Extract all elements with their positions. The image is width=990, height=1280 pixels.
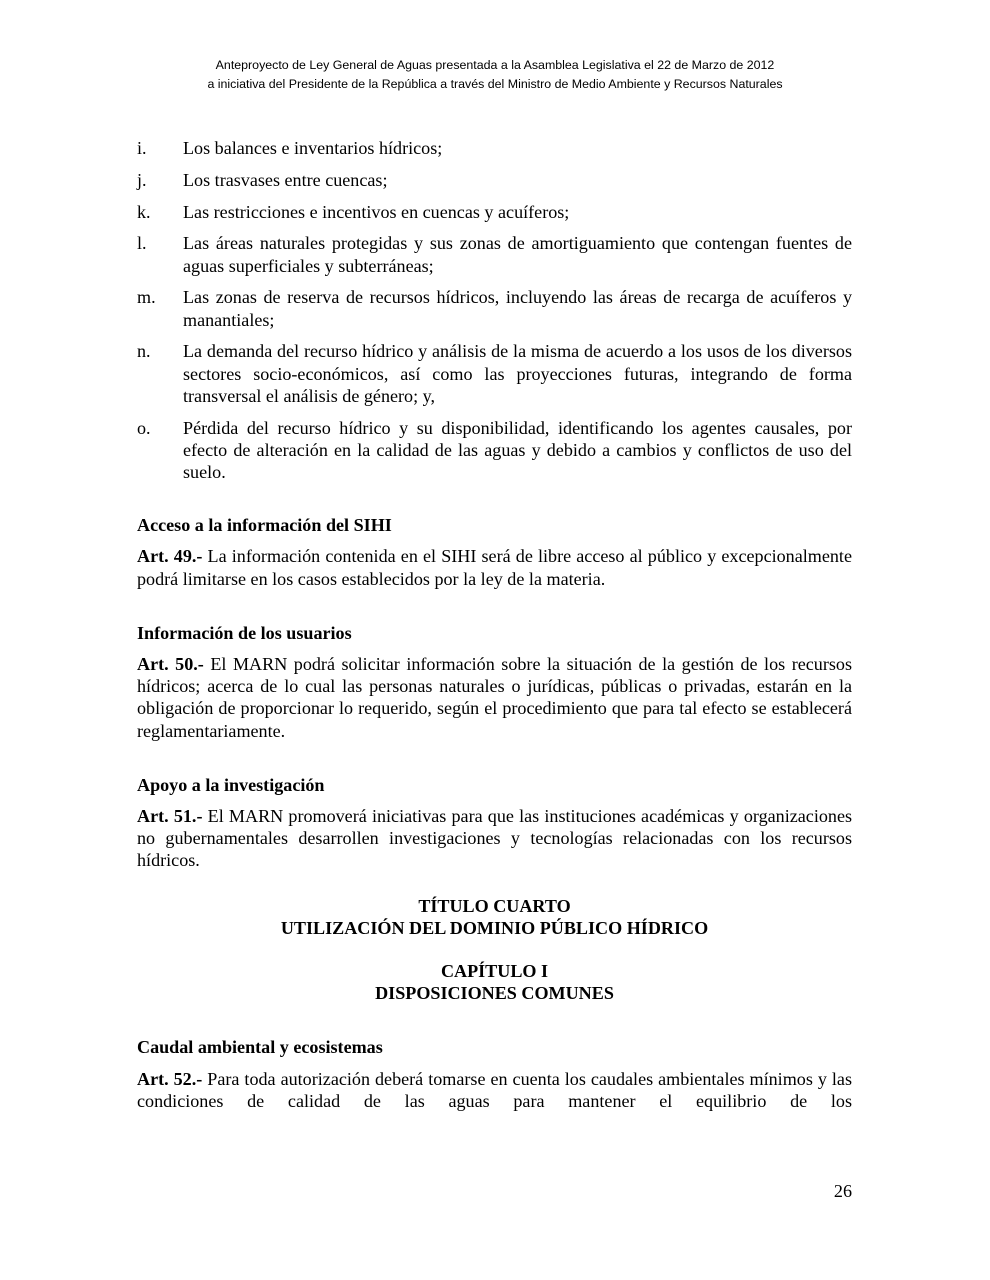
article-50-label: Art. 50.- <box>137 654 204 675</box>
article-52-paragraph <box>137 1068 852 1112</box>
header-line-2: a iniciativa del Presidente de la República a través del Ministro de Medio Ambiente y Recursos Naturales <box>207 77 783 91</box>
title-name: UTILIZACIÓN DEL DOMINIO PÚBLICO HÍDRICO <box>280 917 709 938</box>
list-item <box>137 232 852 276</box>
article-49 <box>137 514 852 590</box>
list-text: Pérdida del recurso hídrico y su disponibilidad, identificando los agentes causales, por efecto de alteración en la calidad de las aguas y debido a cambios y conflictos de uso del suelo. <box>183 417 852 482</box>
list-letter: l. <box>137 233 147 254</box>
header-line-1: Anteproyecto de Ley General de Aguas presentada a la Asamblea Legislativa el 22 de Marzo de 2012 <box>215 58 775 72</box>
article-49-paragraph <box>137 545 852 589</box>
list-text: Las restricciones e incentivos en cuencas y acuíferos; <box>183 201 570 222</box>
list-item <box>137 137 852 159</box>
list-item <box>137 169 852 191</box>
list-item <box>137 201 852 223</box>
list-letter: j. <box>137 169 147 190</box>
article-49-label: Art. 49.- <box>137 546 203 567</box>
article-52-heading: Caudal ambiental y ecosistemas <box>137 1037 383 1058</box>
chapter-name: DISPOSICIONES COMUNES <box>375 983 614 1004</box>
article-52 <box>137 1036 852 1112</box>
list-letter: i. <box>137 138 147 158</box>
article-50-paragraph <box>137 653 852 742</box>
list-text: La demanda del recurso hídrico y análisis de la misma de acuerdo a los usos de los diversos sectores socio-económicos, así como las proyecciones futuras, integrando de forma transversal el análisis de género; y, <box>183 341 852 406</box>
article-51-paragraph <box>137 805 852 872</box>
chapter-number: CAPÍTULO I <box>440 961 549 982</box>
article-51 <box>137 774 852 872</box>
list-item <box>137 417 852 484</box>
title-block <box>137 895 852 939</box>
list-text: Los balances e inventarios hídricos; <box>183 138 443 158</box>
article-49-heading: Acceso a la información del SIHI <box>137 515 392 536</box>
title-number: TÍTULO CUARTO <box>418 895 571 916</box>
enumerated-list <box>137 137 852 483</box>
list-letter: m. <box>137 287 156 308</box>
list-text: Los trasvases entre cuencas; <box>183 169 388 190</box>
page-number: 26 <box>833 1181 852 1201</box>
article-52-label: Art. 52.- <box>137 1068 203 1089</box>
list-item <box>137 286 852 330</box>
article-51-label: Art. 51.- <box>137 806 203 827</box>
article-50 <box>137 622 852 742</box>
article-49-text: La información contenida en el SIHI será de libre acceso al público y excepcionalmente podrá limitarse en los casos establecidos por la ley de la materia. <box>137 546 852 589</box>
article-51-heading: Apoyo a la investigación <box>137 774 325 795</box>
chapter-block <box>137 960 852 1004</box>
page-header <box>0 56 990 94</box>
list-text: Las zonas de reserva de recursos hídricos, incluyendo las áreas de recarga de acuíferos y manantiales; <box>183 287 852 330</box>
list-letter: o. <box>137 417 151 438</box>
list-letter: k. <box>137 201 151 222</box>
article-50-text: El MARN podrá solicitar información sobre la situación de la gestión de los recursos hídricos; acerca de lo cual las personas naturales o jurídicas, públicas o privadas, estarán en la obligación de proporcionar lo requerido, según el procedimiento que para tal efecto se establecerá reglamentariamente. <box>137 654 852 741</box>
article-50-heading: Información de los usuarios <box>137 622 352 643</box>
list-text: Las áreas naturales protegidas y sus zonas de amortiguamiento que contengan fuentes de aguas superficiales y subterráneas; <box>183 233 852 276</box>
article-51-text: El MARN promoverá iniciativas para que las instituciones académicas y organizaciones no gubernamentales desarrollen investigaciones y tecnologías relacionadas con los recursos hídricos. <box>137 806 853 871</box>
article-52-text: Para toda autorización deberá tomarse en cuenta los caudales ambientales mínimos y las condiciones de calidad de las aguas para mantener el equilibrio de los <box>137 1068 853 1111</box>
document-body <box>137 137 852 1112</box>
list-item <box>137 340 852 407</box>
list-letter: n. <box>137 341 151 362</box>
